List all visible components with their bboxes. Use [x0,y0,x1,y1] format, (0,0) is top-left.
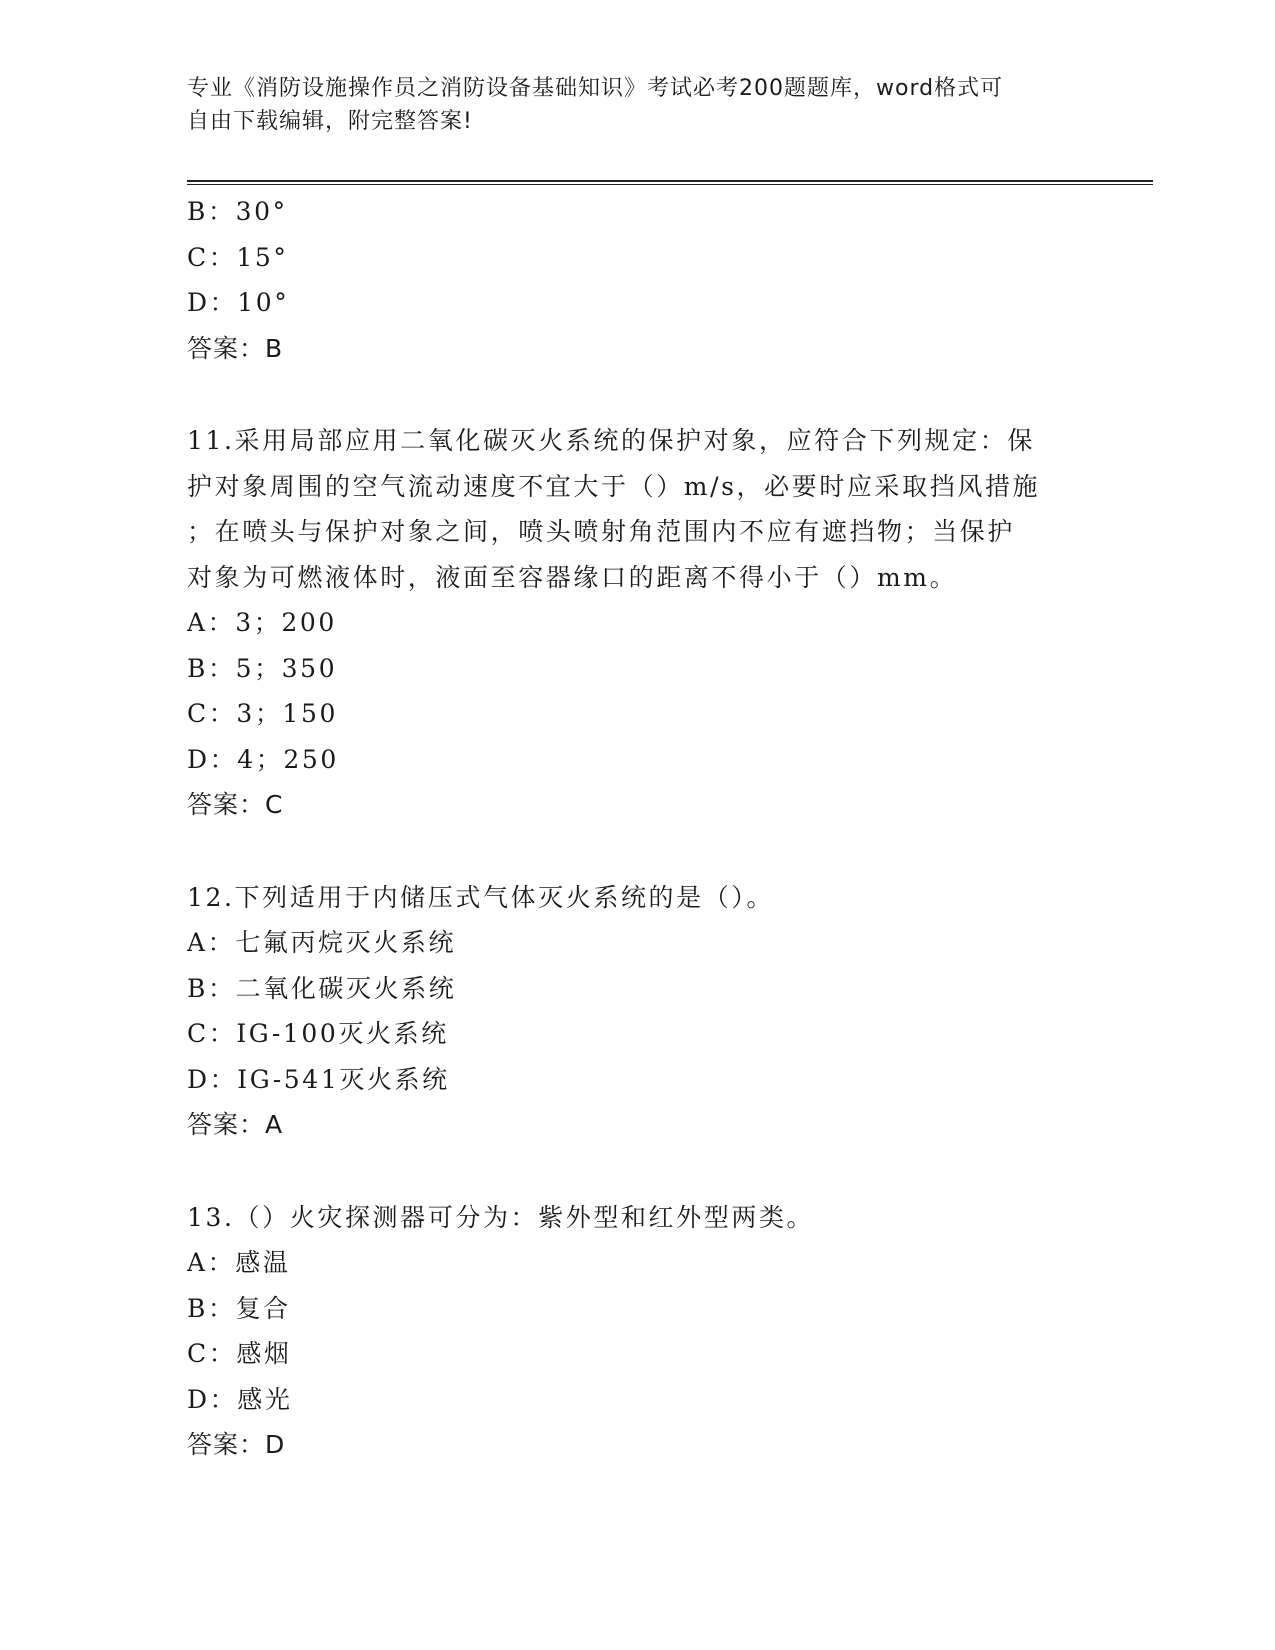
option-b: B：30° [187,197,288,226]
question-content [187,189,1087,1468]
option-a: A：七氟丙烷灭火系统 [187,928,457,957]
question-text-line: 11.采用局部应用二氧化碳灭火系统的保护对象，应符合下列规定：保 [187,426,1035,455]
question-text-line: ；在喷头与保护对象之间，喷头喷射角范围内不应有遮挡物；当保护 [187,517,1016,546]
option-b: B：5；350 [187,653,338,683]
option-d: D：10° [187,288,290,317]
question-spacer [187,828,1087,875]
question-spacer [187,371,1087,418]
question-block-12 [187,875,1087,1148]
question-text-line: 对象为可燃液体时，液面至容器缘口的距离不得小于（）mm。 [187,562,958,592]
answer-line: 答案：B [187,333,284,363]
answer-line: 答案：C [187,790,284,819]
answer-line: 答案：D [187,1430,286,1459]
option-d: D：感光 [187,1384,293,1414]
option-a: A：3；200 [187,608,337,637]
answer-line: 答案：A [187,1110,284,1139]
header-title-line-2: 自由下载编辑，附完整答案! [187,109,473,134]
question-text-line: 13.（）火灾探测器可分为：紫外型和红外型两类。 [187,1202,815,1232]
question-block-11 [187,418,1087,828]
document-header [187,72,1067,138]
header-divider-thin [187,184,1153,185]
header-divider-thick [187,180,1153,182]
option-b: B：复合 [187,1293,291,1323]
option-c: C：3；150 [187,699,338,728]
option-d: D：IG-541灭火系统 [187,1064,450,1094]
option-b: B：二氧化碳灭火系统 [187,973,457,1003]
header-title-line-1: 专业《消防设施操作员之消防设备基础知识》考试必考200题题库，word格式可 [187,76,1004,101]
question-spacer [187,1148,1087,1195]
option-c: C：15° [187,242,289,272]
option-a: A：感温 [187,1248,291,1277]
question-block-13 [187,1195,1087,1468]
option-d: D：4；250 [187,744,339,774]
option-c: C：感烟 [187,1339,292,1368]
question-text-line: 12.下列适用于内储压式气体灭火系统的是（）。 [187,882,775,912]
question-text-line: 护对象周围的空气流动速度不宜大于（）m/s，必要时应采取挡风措施 [187,471,1041,501]
question-block-10 [187,189,1087,371]
option-c: C：IG-100灭火系统 [187,1019,449,1048]
